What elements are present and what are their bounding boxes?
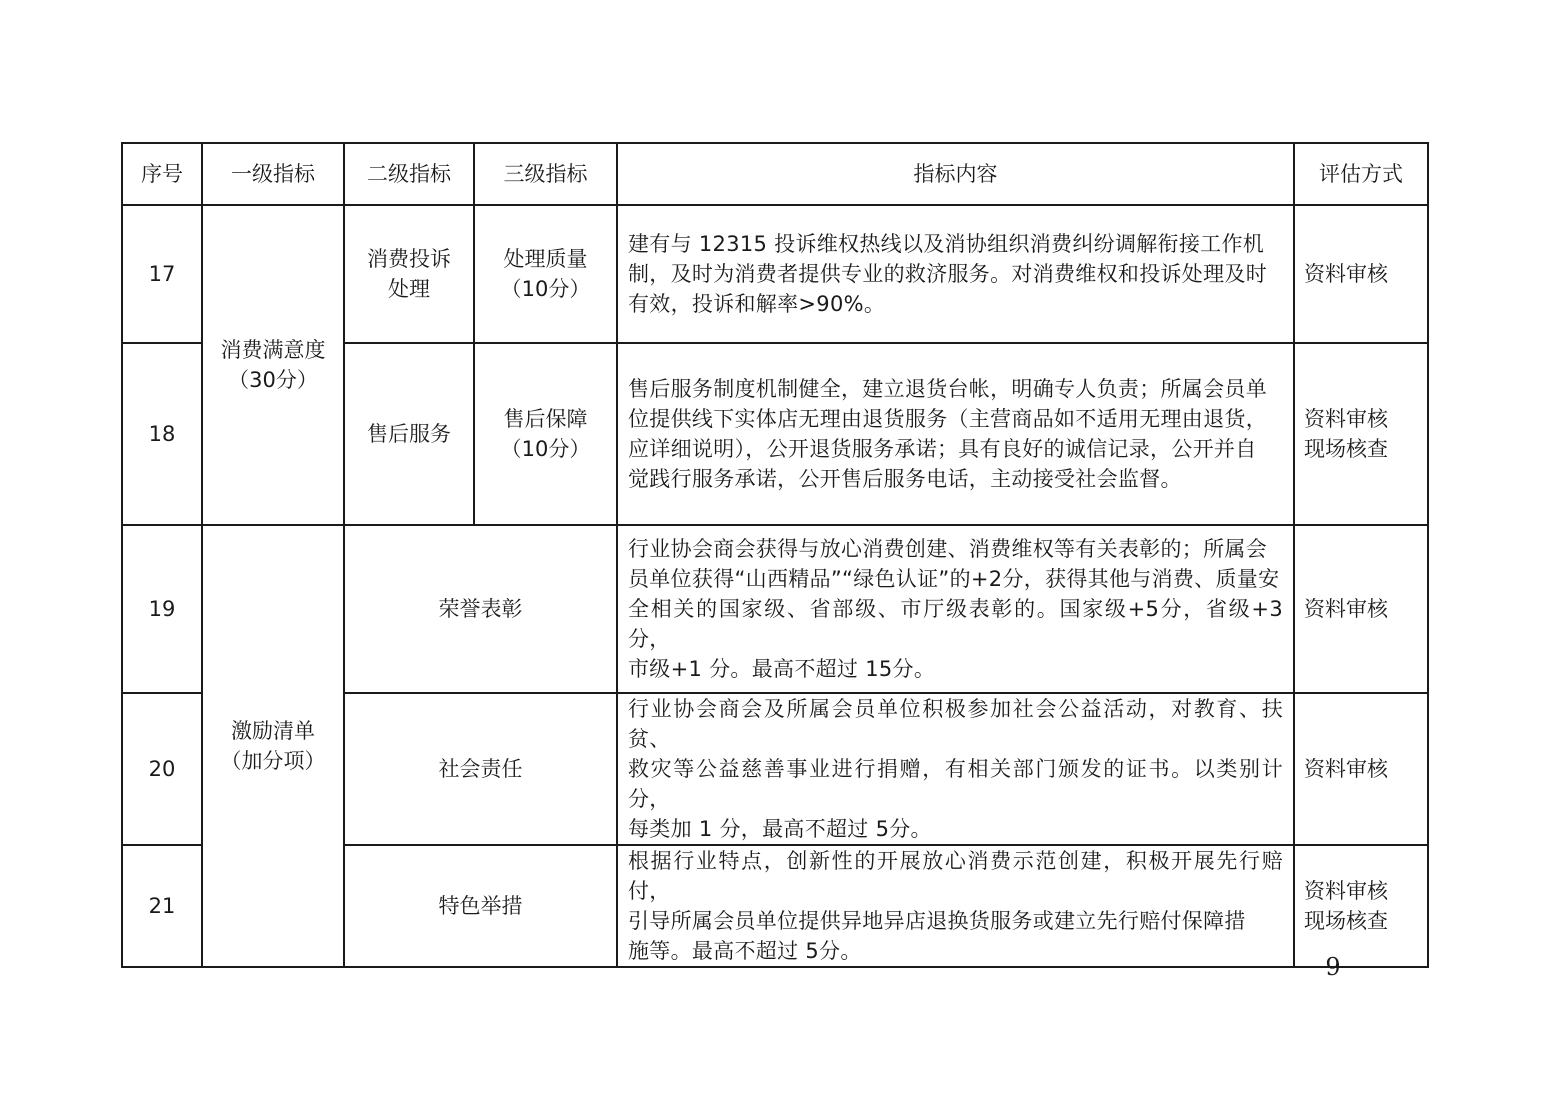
method-line: 现场核查 <box>1304 909 1388 933</box>
row-number: 20 <box>122 693 202 845</box>
method-cell <box>1294 845 1428 967</box>
header-content: 指标内容 <box>617 143 1294 205</box>
content-line: 行业协会商会获得与放心消费创建、消费维权等有关表彰的；所属会 <box>628 537 1267 561</box>
row-number: 18 <box>122 343 202 525</box>
level1-cell <box>202 205 344 525</box>
content-line: 有效，投诉和解率>90%。 <box>628 292 886 316</box>
table-header-row <box>122 143 1428 205</box>
level2-cell <box>344 205 474 343</box>
method-line: 资料审核 <box>1304 597 1388 621</box>
level2-cell <box>344 343 474 525</box>
row-number: 17 <box>122 205 202 343</box>
method-line: 现场核查 <box>1304 437 1388 461</box>
content-cell <box>617 693 1294 845</box>
level2-merged-cell <box>344 693 617 845</box>
content-line: 救灾等公益慈善事业进行捐赠，有相关部门颁发的证书。以类别计分， <box>628 757 1283 811</box>
level1-label: 消费满意度 <box>220 338 326 362</box>
content-line: 售后服务制度机制健全，建立退货台帐，明确专人负责；所属会员单 <box>628 377 1267 401</box>
level3-cell <box>474 343 617 525</box>
method-cell <box>1294 525 1428 693</box>
level2-line: 处理 <box>388 277 430 301</box>
level2-line: 售后服务 <box>367 422 451 446</box>
header-method: 评估方式 <box>1294 143 1428 205</box>
level2-line: 消费投诉 <box>367 247 451 271</box>
level1-cell <box>202 525 344 967</box>
level1-score: （加分项） <box>220 749 326 773</box>
content-cell <box>617 205 1294 343</box>
content-line: 觉践行服务承诺，公开售后服务电话，主动接受社会监督。 <box>628 467 1182 491</box>
level1-score: （30分） <box>228 368 318 392</box>
header-level3: 三级指标 <box>474 143 617 205</box>
method-cell <box>1294 205 1428 343</box>
level2-merged-cell <box>344 845 617 967</box>
method-line: 资料审核 <box>1304 757 1388 781</box>
header-level2: 二级指标 <box>344 143 474 205</box>
content-line: 施等。最高不超过 5分。 <box>628 939 862 963</box>
content-line: 全相关的国家级、省部级、市厅级表彰的。国家级+5分，省级+3分， <box>628 597 1283 651</box>
level2-line: 社会责任 <box>438 757 523 781</box>
content-line: 每类加 1 分，最高不超过 5分。 <box>628 817 932 841</box>
level3-line: （10分） <box>500 437 591 461</box>
content-cell <box>617 343 1294 525</box>
content-line: 位提供线下实体店无理由退货服务（主营商品如不适用无理由退货， <box>628 407 1267 431</box>
header-level1: 一级指标 <box>202 143 344 205</box>
content-line: 根据行业特点，创新性的开展放心消费示范创建，积极开展先行赔付， <box>628 849 1283 903</box>
method-cell <box>1294 343 1428 525</box>
row-number: 21 <box>122 845 202 967</box>
content-line: 市级+1 分。最高不超过 15分。 <box>628 657 936 681</box>
level1-label: 激励清单 <box>231 719 315 743</box>
method-line: 资料审核 <box>1304 262 1388 286</box>
page-number: － 9 － <box>1293 953 1373 981</box>
content-line: 引导所属会员单位提供异地异店退换货服务或建立先行赔付保障措 <box>628 909 1246 933</box>
content-cell <box>617 845 1294 967</box>
content-line: 制，及时为消费者提供专业的救济服务。对消费维权和投诉处理及时 <box>628 262 1267 286</box>
table-row <box>122 525 1428 693</box>
header-no: 序号 <box>122 143 202 205</box>
level3-line: （10分） <box>500 277 591 301</box>
evaluation-table <box>121 142 1429 968</box>
content-line: 应详细说明），公开退货服务承诺；具有良好的诚信记录，公开并自 <box>628 437 1257 461</box>
method-line: 资料审核 <box>1304 879 1388 903</box>
level2-merged-cell <box>344 525 617 693</box>
level3-cell <box>474 205 617 343</box>
content-line: 建有与 12315 投诉维权热线以及消协组织消费纠纷调解衔接工作机 <box>628 232 1265 256</box>
content-line: 行业协会商会及所属会员单位积极参加社会公益活动，对教育、扶贫、 <box>628 697 1283 751</box>
level3-line: 售后保障 <box>503 407 588 431</box>
method-line: 资料审核 <box>1304 407 1388 431</box>
content-line: 员单位获得“山西精品”“绿色认证”的+2分，获得其他与消费、质量安 <box>628 567 1280 591</box>
method-cell <box>1294 693 1428 845</box>
table-row <box>122 205 1428 343</box>
level2-line: 荣誉表彰 <box>438 597 523 621</box>
level3-line: 处理质量 <box>503 247 588 271</box>
content-cell <box>617 525 1294 693</box>
level2-line: 特色举措 <box>438 894 523 918</box>
row-number: 19 <box>122 525 202 693</box>
